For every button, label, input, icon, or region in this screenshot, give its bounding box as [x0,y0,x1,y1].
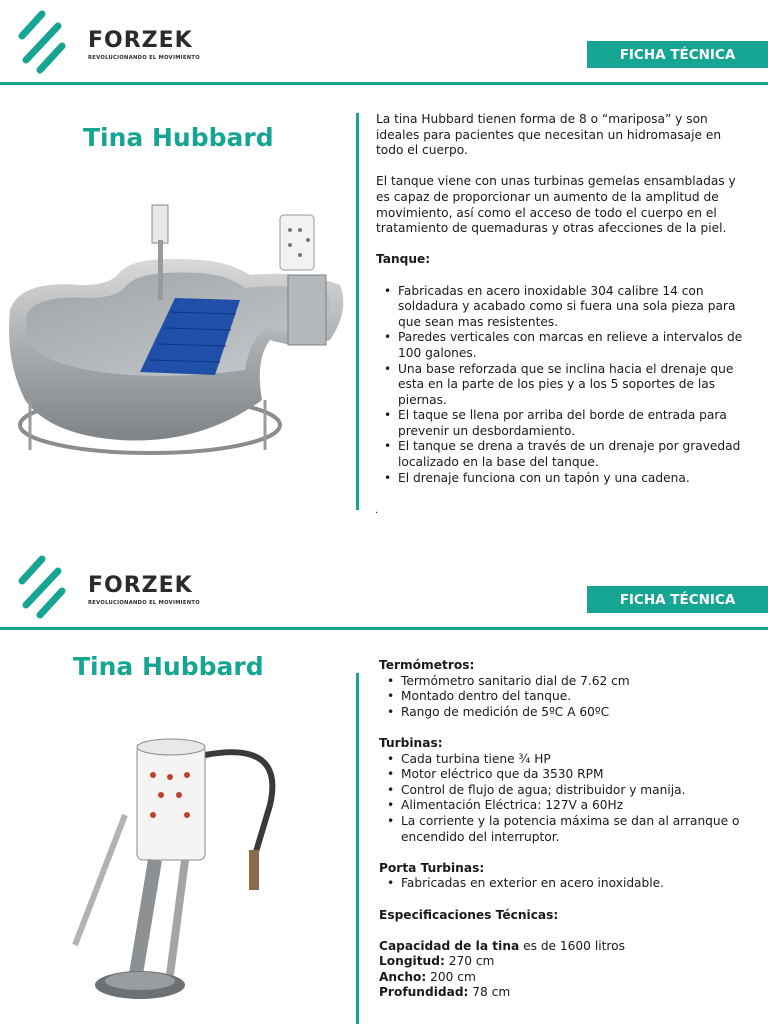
tank-list [398,284,744,487]
length-value: 270 cm [444,954,495,969]
ficha-tecnica-badge: FICHA TÉCNICA [587,586,768,613]
page-section-2 [0,545,768,1024]
list-item: • El drenaje funciona con un tapón y una cadena. [398,471,744,487]
capacity-value: es de 1600 litros [519,938,625,953]
list-item: • Una base reforzada que se inclina hacia el drenaje que esta en la parte de los pies y a los 5 soportes de las piernas. [398,362,744,409]
hubbard-tub-image [0,200,352,462]
brand-logo [88,575,200,606]
list-item: • Montado dentro del tanque. [401,689,749,705]
capacity-line [379,939,749,955]
turbine-holder-list [401,876,749,892]
depth-line [379,985,749,1001]
page-title: Tina Hubbard [73,652,264,681]
depth-value: 78 cm [468,985,511,1000]
turbine-holder-heading: Porta Turbinas: [379,860,485,875]
brand-name: FORZEK [88,573,193,598]
list-item: • Paredes verticales con marcas en relieve a intervalos de 100 galones. [398,330,744,361]
tank-heading: Tanque: [376,252,431,267]
specs-column [379,658,749,1001]
list-item: • Rango de medición de 5ºC A 60ºC [401,705,749,721]
column-divider [356,113,359,510]
trailing-dot: . [375,505,379,516]
length-line [379,954,749,970]
list-item: • La corriente y la potencia máxima se dan al arranque o encendido del interruptor. [401,814,749,845]
list-item: • El tanque se drena a través de un drenaje por gravedad localizado en la base del tanque. [398,439,744,470]
list-item: • Termómetro sanitario dial de 7.62 cm [401,674,749,690]
turbines-heading: Turbinas: [379,735,443,750]
capacity-label: Capacidad de la tina [379,938,520,953]
width-value: 200 cm [426,969,476,984]
brand-tagline: REVOLUCIONANDO EL MOVIMIENTO [88,55,200,61]
turbines-list [401,752,749,846]
column-divider [356,673,359,1024]
header-divider [0,82,768,85]
list-item: • El taque se llena por arriba del borde de entrada para prevenir un desbordamiento. [398,408,744,439]
forzek-logo-icon [14,8,70,80]
list-item: • Fabricadas en exterior en acero inoxidable. [401,876,749,892]
brand-tagline: REVOLUCIONANDO EL MOVIMIENTO [88,600,200,606]
brand-name: FORZEK [88,28,193,53]
list-item: • Alimentación Eléctrica: 127V a 60Hz [401,798,749,814]
width-line [379,970,749,986]
list-item: • Motor eléctrico que da 3530 RPM [401,767,749,783]
ficha-tecnica-badge: FICHA TÉCNICA [587,41,768,68]
list-item: • Control de flujo de agua; distribuidor y manija. [401,783,749,799]
page-title: Tina Hubbard [83,123,274,152]
thermometers-heading: Termómetros: [379,658,475,672]
brand-logo [88,30,200,61]
depth-label: Profundidad: [379,985,469,1000]
turbine-image [55,735,345,1015]
description-column [376,112,744,486]
thermometers-list [401,674,749,721]
width-label: Ancho: [379,969,427,984]
list-item: • Cada turbina tiene ¾ HP [401,752,749,768]
turbine-paragraph: El tanque viene con unas turbinas gemelas ensambladas y es capaz de proporcionar un aumento de la amplitud de movimiento, así como el acceso de todo el cuerpo en el tratamiento de quemaduras y otras afecciones de la piel. [376,174,736,236]
specs-heading: Especificaciones Técnicas: [379,907,559,922]
list-item: • Fabricadas en acero inoxidable 304 calibre 14 con soldadura y acabado como si fuera una sola pieza para que sean mas resistentes. [398,284,744,331]
length-label: Longitud: [379,954,445,969]
header-divider [0,627,768,630]
forzek-logo-icon [14,553,70,625]
intro-paragraph: La tina Hubbard tienen forma de 8 o “mariposa” y son ideales para pacientes que necesitan un hidromasaje en todo el cuerpo. [376,112,722,158]
